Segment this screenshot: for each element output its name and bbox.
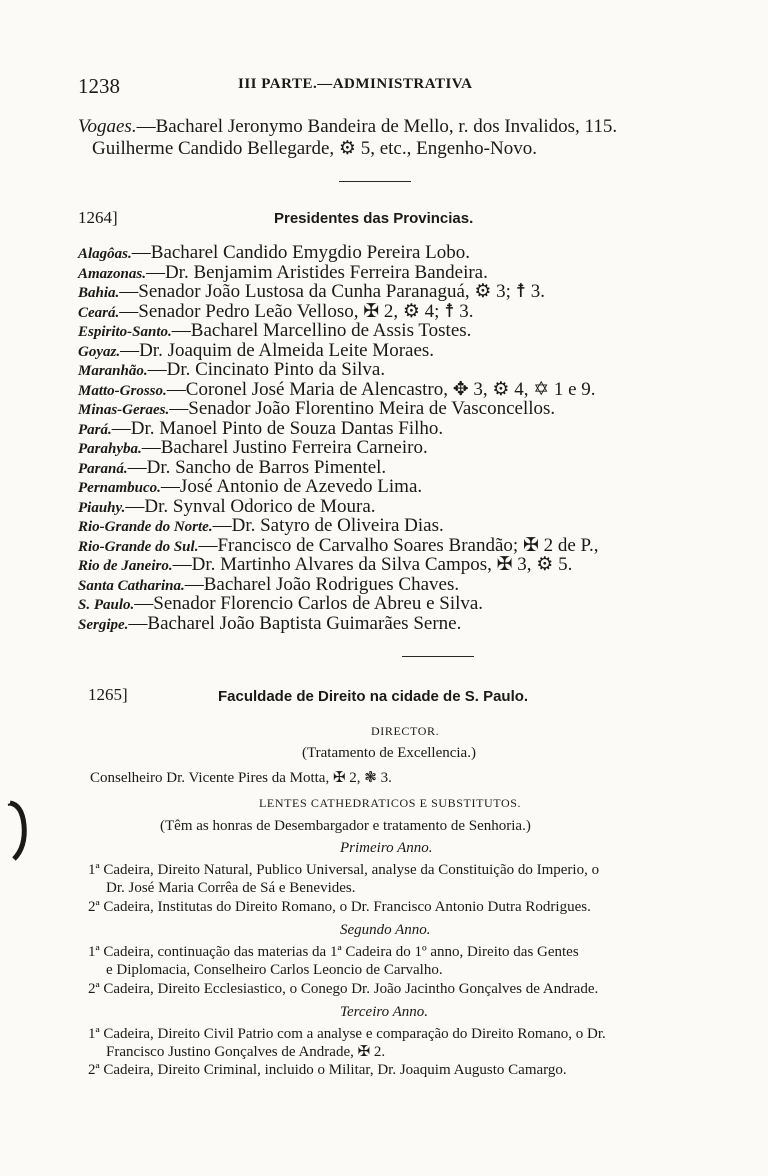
chair-line: Dr. José Maria Corrêa de Sá e Benevides. <box>106 880 356 896</box>
running-title: III PARTE.—ADMINISTRATIVA <box>238 76 473 92</box>
province-name: Paraná. <box>78 460 128 477</box>
province-name: Matto-Grosso. <box>78 382 167 399</box>
president-name: —Dr. Joaquim de Almeida Leite Moraes. <box>120 339 435 361</box>
section-divider <box>339 181 411 182</box>
president-name: —Dr. Manoel Pinto de Souza Dantas Filho. <box>111 417 444 439</box>
chair-line: 1ª Cadeira, continuação das materias da 1ª Cadeira do 1º anno, Direito das Gentes <box>88 944 579 960</box>
president-name: —Dr. Martinho Alvares da Silva Campos, ✠ 3, ⚙ 5. <box>172 554 573 575</box>
vogaes-line-2 <box>92 139 537 158</box>
lentes-heading: LENTES CATHEDRATICOS E SUBSTITUTOS. <box>259 796 522 810</box>
province-name: Maranhão. <box>78 363 148 379</box>
province-name: Minas-Geraes. <box>78 402 170 418</box>
vogaes-label: Vogaes. <box>78 116 137 137</box>
chair-line: e Diplomacia, Conselheiro Carlos Leoncio de Carvalho. <box>106 962 443 978</box>
page-header <box>78 74 698 100</box>
section-divider <box>402 656 474 657</box>
president-name: —Bacharel Candido Emygdio Pereira Lobo. <box>131 242 470 263</box>
province-name: Parahyba. <box>78 441 142 457</box>
president-name: —Dr. Benjamim Aristides Ferreira Bandeira. <box>145 261 488 283</box>
province-name: Pernambuco. <box>78 480 161 496</box>
province-name: S. Paulo. <box>78 597 135 613</box>
province-name: Ceará. <box>78 304 120 321</box>
chair-line: 2ª Cadeira, Direito Ecclesiastico, o Conego Dr. João Jacintho Gonçalves de Andrade. <box>88 981 599 997</box>
province-name: Piauhy. <box>78 499 126 516</box>
province-name: Sergipe. <box>78 616 129 633</box>
president-name: —Bacharel Marcellino de Assis Tostes. <box>171 320 472 341</box>
chair-line: 2ª Cadeira, Institutas do Direito Romano, o Dr. Francisco Antonio Dutra Rodrigues. <box>88 899 591 915</box>
section-title-presidentes: Presidentes das Provincias. <box>274 210 474 227</box>
chair-line: 1ª Cadeira, Direito Natural, Publico Universal, analyse da Constituição do Imperio, o <box>88 862 600 878</box>
section-number-1265: 1265] <box>88 685 128 704</box>
president-name: —Senador João Lustosa da Cunha Paranaguá, ⚙ 3; ☨ 3. <box>119 281 546 302</box>
province-name: Amazonas. <box>78 265 146 282</box>
lentes-treatment: (Têm as honras de Desembargador e tratamento de Senhoria.) <box>160 818 531 834</box>
vogaes-text: —Bacharel Jeronymo Bandeira de Mello, r. dos Invalidos, 115. <box>136 116 618 137</box>
president-name: —Francisco de Carvalho Soares Brandão; ✠ 2 de P., <box>198 534 599 556</box>
province-name: Rio-Grande do Norte. <box>78 519 213 535</box>
president-name: —Dr. Satyro de Oliveira Dias. <box>212 515 444 536</box>
president-name: —Bacharel João Rodrigues Chaves. <box>184 573 460 595</box>
vogaes-line-1 <box>78 117 617 136</box>
section-number-1264: 1264] <box>78 208 118 227</box>
province-name: Pará. <box>78 421 112 438</box>
year-title: Segundo Anno. <box>340 922 431 938</box>
year-title: Terceiro Anno. <box>340 1004 429 1020</box>
president-name: —Dr. Cincinato Pinto da Silva. <box>147 359 386 380</box>
province-name: Alagôas. <box>78 246 132 262</box>
year-title: Primeiro Anno. <box>340 840 433 856</box>
director-heading: DIRECTOR. <box>371 724 440 738</box>
province-name: Rio-Grande do Sul. <box>78 538 199 555</box>
president-name: —Senador Florencio Carlos de Abreu e Silva. <box>134 593 484 614</box>
province-name: Bahia. <box>78 285 120 301</box>
president-name: —Bacharel Justino Ferreira Carneiro. <box>141 437 428 458</box>
president-name: —Dr. Sancho de Barros Pimentel. <box>127 456 387 478</box>
president-name: —Senador Pedro Leão Velloso, ✠ 2, ⚙ 4; ☨ 3. <box>119 300 474 322</box>
section-title-faculdade: Faculdade de Direito na cidade de S. Paulo. <box>218 688 529 705</box>
chair-line: Francisco Justino Gonçalves de Andrade, ✠ 2. <box>106 1044 386 1060</box>
margin-bracket-mark <box>0 795 30 865</box>
vogaes-text: Guilherme Candido Bellegarde, ⚙ 5, etc., Engenho-Novo. <box>92 138 537 159</box>
chair-line: 1ª Cadeira, Direito Civil Patrio com a analyse e comparação do Direito Romano, o Dr. <box>88 1026 606 1042</box>
president-name: —Bacharel João Baptista Guimarães Serne. <box>128 612 462 634</box>
president-name: —Dr. Synval Odorico de Moura. <box>125 495 376 517</box>
chair-line: 2ª Cadeira, Direito Criminal, incluido o Militar, Dr. Joaquim Augusto Camargo. <box>88 1062 567 1078</box>
province-name: Espirito-Santo. <box>78 324 172 340</box>
page-number: 1238 <box>78 74 120 98</box>
province-name: Rio de Janeiro. <box>78 558 173 574</box>
president-name: —Coronel José Maria de Alencastro, ✥ 3, ⚙ 4, ✡ 1 e 9. <box>166 378 596 400</box>
president-entry <box>78 614 461 635</box>
province-name: Santa Catharina. <box>78 577 185 594</box>
president-name: —Senador João Florentino Meira de Vasconcellos. <box>169 398 556 419</box>
president-name: —José Antonio de Azevedo Lima. <box>160 476 423 497</box>
province-name: Goyaz. <box>78 343 121 360</box>
director-name: Conselheiro Dr. Vicente Pires da Motta, ✠ 2, ❃ 3. <box>90 770 392 786</box>
director-treatment: (Tratamento de Excellencia.) <box>302 745 476 761</box>
